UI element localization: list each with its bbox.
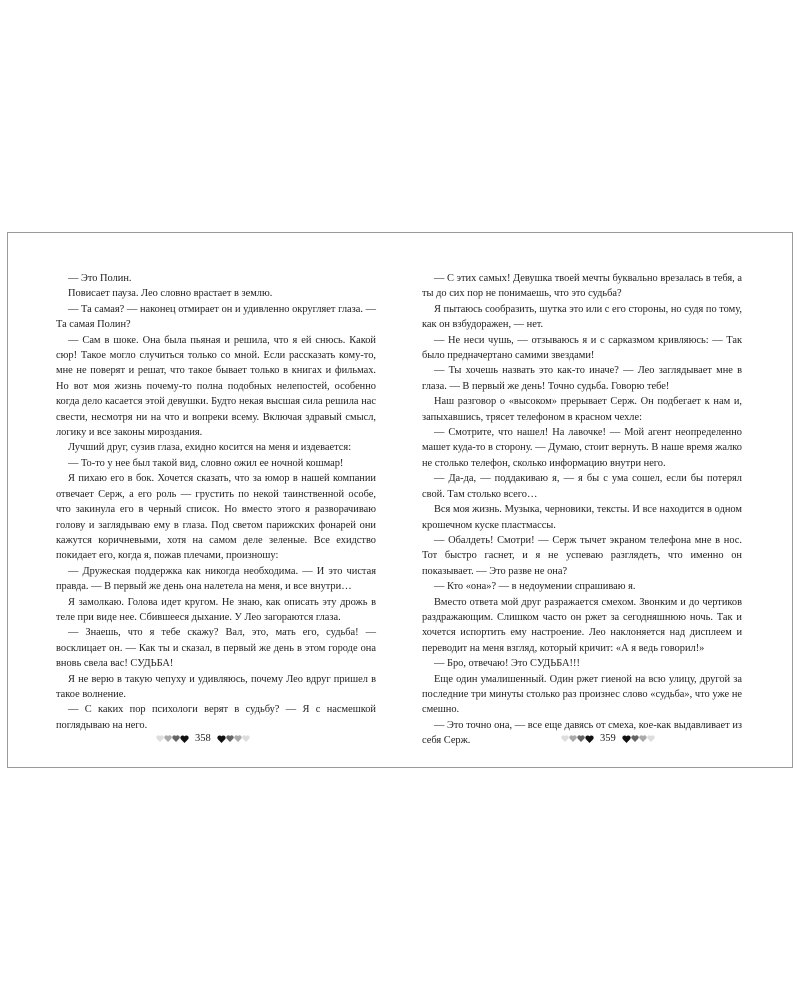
paragraph: — Это Полин. xyxy=(68,273,132,284)
paragraph: — Бро, отвечаю! Это СУДЬБА!!! xyxy=(434,658,580,670)
paragraph: — Да-да, — поддакиваю я, — я бы с ума сошел, если бы потерял свой. Там столько всего… xyxy=(422,473,742,500)
paragraph: — Обалдеть! Смотри! — Серж тычет экраном телефона мне в нос. Тот быстро гаснет, и я не успеваю разглядеть, что именно он показывает. — Это разве не она? xyxy=(422,534,742,577)
page-number: 359 xyxy=(600,733,616,744)
hearts-ornament-icon xyxy=(622,735,655,743)
page-number-left xyxy=(156,733,250,744)
paragraph: Я пихаю его в бок. Хочется сказать, что за юмор в нашей компании отвечает Серж, а его роль — грустить по некой таинственной особе, что закинула его в черный список. Но вместо этого я разворачиваю голову и заглядываю ему в глаза. Под светом парижских фонарей они кажутся коричневыми, хотя на самом деле зеленые. Все ехидство покидает его, когда я, пожав плечами, произношу: xyxy=(56,473,376,562)
paragraph: — Дружеская поддержка как никогда необходима. — И это чистая правда. — В первый же день она налетела на меня, и все внутри… xyxy=(56,565,376,593)
paragraph: Лучший друг, сузив глаза, ехидно косится на меня и издевается: xyxy=(68,442,352,454)
paragraph: — Это точно она, — все еще давясь от смеха, кое-как выдавливает из себя Серж. xyxy=(422,719,742,747)
paragraph: Повисает пауза. Лео словно врастает в землю. xyxy=(68,288,273,300)
paragraph: — Та самая? — наконец отмирает он и удивленно округляет глаза. — Та самая Полин? xyxy=(56,303,376,331)
hearts-ornament-icon xyxy=(217,735,250,743)
book-spread xyxy=(7,232,793,768)
paragraph: Наш разговор о «высоком» прерывает Серж. Он подбегает к нам и, запыхавшись, трясет телефоном в красном чехле: xyxy=(422,396,742,423)
page-number-right xyxy=(561,733,655,744)
hearts-ornament-icon xyxy=(561,735,594,743)
paragraph: — С этих самых! Девушка твоей мечты буквально врезалась в тебя, а ты до сих пор не понимаешь, что это судьба? xyxy=(422,273,742,300)
right-page xyxy=(422,271,742,749)
paragraph: Вся моя жизнь. Музыка, черновики, тексты. И все находится в одном крошечном куске пластмассы. xyxy=(422,504,742,531)
hearts-ornament-icon xyxy=(156,735,189,743)
paragraph: Вместо ответа мой друг разражается смехом. Звонким и до чертиков раздражающим. Слишком часто он ржет за сегодняшнюю ночь. Так и хочется испортить ему настроение. Лео наклоняется над дисплеем и переводит на меня взгляд, который кричит: «А я ведь говорил!» xyxy=(422,596,742,654)
paragraph: — Ты хочешь назвать это как-то иначе? — Лео заглядывает мне в глаза. — В первый же день! Точно судьба. Говорю тебе! xyxy=(422,365,742,392)
paragraph: — Не неси чушь, — отзываюсь я и с сарказмом кривляюсь: — Так было предначертано самими звездами! xyxy=(422,334,742,362)
paragraph: — То-то у нее был такой вид, словно ожил ее ночной кошмар! xyxy=(68,457,344,469)
paragraph: — С каких пор психологи верят в судьбу? — Я с насмешкой поглядываю на него. xyxy=(56,704,376,731)
page-number: 358 xyxy=(195,733,211,744)
paragraph: Еще один умалишенный. Один ржет гиеной на всю улицу, другой за последние три минуты столько раз произнес слово «судьба», что уже не смешно. xyxy=(422,673,742,716)
left-page xyxy=(56,271,376,733)
paragraph: Я пытаюсь сообразить, шутка это или с его стороны, но судя по тому, как он взбудоражен, — нет. xyxy=(422,303,742,331)
paragraph: — Знаешь, что я тебе скажу? Вал, это, мать его, судьба! — восклицает он. — Как ты и сказал, в первый же день в этом городе она вновь свела вас! СУДЬБА! xyxy=(56,627,376,670)
paragraph: — Сам в шоке. Она была пьяная и решила, что я ей снюсь. Какой сюр! Такое могло случиться только со мной. Если рассказать кому-то, мне не поверят и решат, что такое бывает только в книгах и фильмах. Но вот моя жизнь почему-то полна подобных нелепостей, особенно когда дело касается этой девушки. Будто некая высшая сила решила нас свести, несмотря ни на что и вопреки всему. Включая здравый смысл, логику и все законы мироздания. xyxy=(56,334,376,439)
paragraph: — Кто «она»? — в недоумении спрашиваю я. xyxy=(434,581,636,593)
paragraph: Я не верю в такую чепуху и удивляюсь, почему Лео вдруг пришел в такое волнение. xyxy=(56,673,376,700)
paragraph: — Смотрите, что нашел! На лавочке! — Мой агент неопределенно машет куда-то в сторону. — Думаю, стоит вернуть. В наше время жалко не столько телефон, сколько информацию внутри него. xyxy=(422,427,742,469)
paragraph: Я замолкаю. Голова идет кругом. Не знаю, как описать эту дрожь в теле при виде нее. Сбившееся дыхание. У Лео загораются глаза. xyxy=(56,596,376,623)
